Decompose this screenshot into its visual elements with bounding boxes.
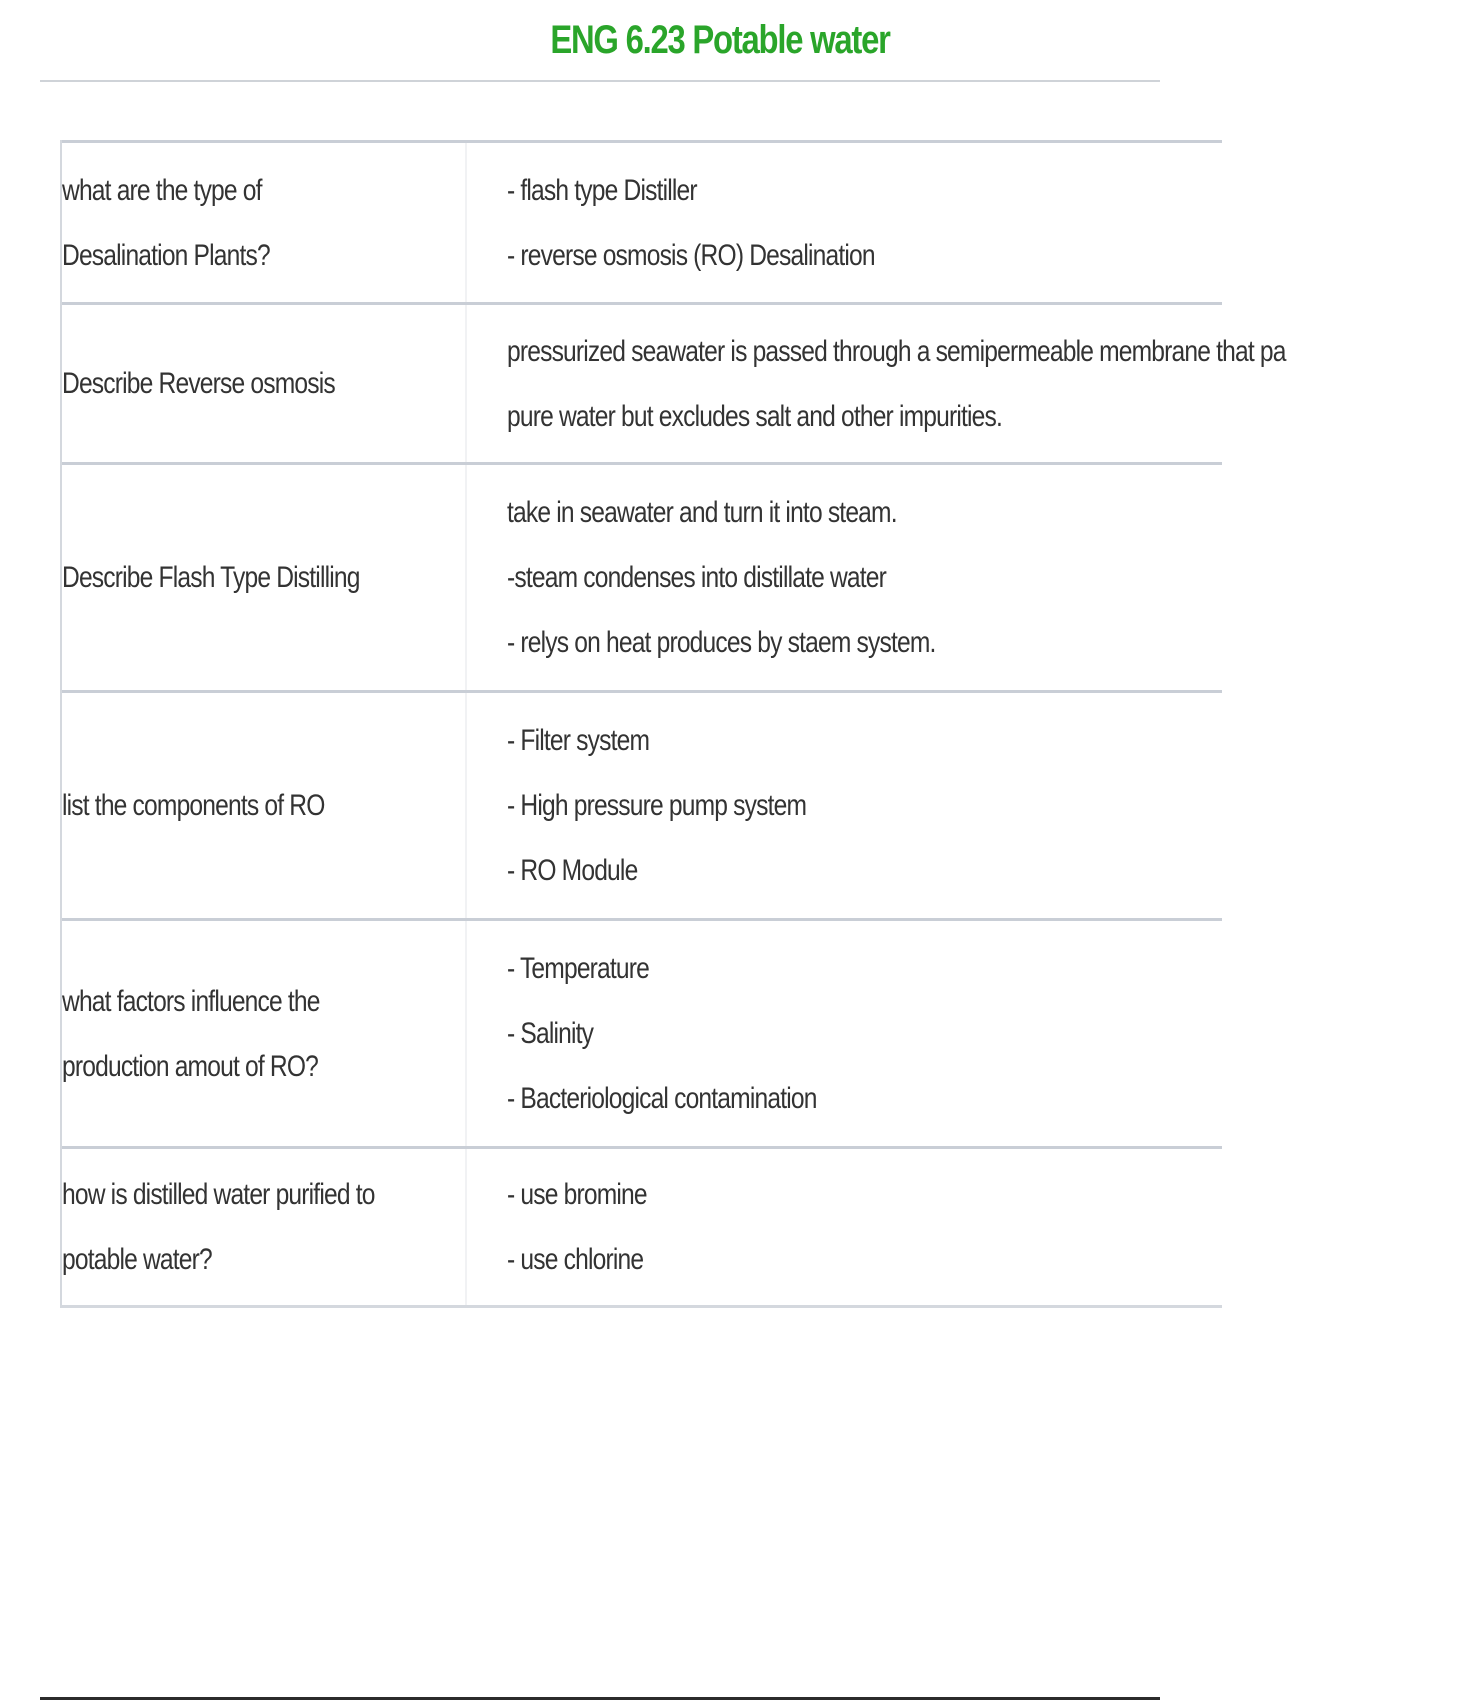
title-divider — [40, 80, 1160, 82]
table-row — [62, 918, 1222, 1146]
table-row — [62, 1146, 1222, 1308]
term-cell — [62, 921, 467, 1146]
definition-cell — [467, 305, 1457, 462]
table-row — [62, 140, 1222, 302]
definition-line: - flash type Distiller — [507, 173, 697, 207]
definition-cell — [467, 1149, 1222, 1305]
definition-cell — [467, 465, 1222, 690]
table-row — [62, 690, 1222, 918]
page-title: ENG 6.23 Potable water — [550, 18, 890, 62]
definition-line: - Filter system — [507, 724, 650, 757]
definition-line: pressurized seawater is passed through a semipermeable membrane that pa — [507, 334, 1286, 368]
definition-line: take in seawater and turn it into steam. — [507, 496, 897, 529]
definition-line: - reverse osmosis (RO) Desalination — [507, 238, 875, 272]
definition-line: - Bacteriological contamination — [507, 1082, 817, 1115]
definition-cell — [467, 143, 1222, 302]
term-cell — [62, 143, 467, 302]
definition-line: - use bromine — [507, 1178, 647, 1211]
definition-cell — [467, 693, 1222, 918]
definition-line: - use chlorine — [507, 1243, 644, 1276]
term-cell — [62, 305, 467, 462]
term-text: Describe Flash Type Distilling — [62, 561, 360, 594]
term-text: how is distilled water purified to potable water? — [62, 1178, 375, 1276]
definition-line: - relys on heat produces by staem system. — [507, 626, 936, 659]
term-text: what are the type of Desalination Plants? — [62, 173, 270, 272]
term-text: what factors influence the production amout of RO? — [62, 984, 320, 1083]
definition-line: - High pressure pump system — [507, 789, 807, 822]
table-row — [62, 462, 1222, 690]
term-cell — [62, 693, 467, 918]
term-text: Describe Reverse osmosis — [62, 367, 335, 400]
definition-line: - Temperature — [507, 952, 650, 985]
definition-line: - Salinity — [507, 1017, 594, 1050]
term-cell — [62, 465, 467, 690]
flashcard-table — [60, 140, 1286, 1308]
definition-cell — [467, 921, 1222, 1146]
table-row — [62, 302, 1286, 462]
term-cell — [62, 1149, 467, 1305]
definition-line: -steam condenses into distillate water — [507, 561, 887, 594]
term-text: list the components of RO — [62, 789, 325, 822]
definition-line: - RO Module — [507, 854, 638, 887]
definition-line: pure water but excludes salt and other impurities. — [507, 399, 1003, 433]
